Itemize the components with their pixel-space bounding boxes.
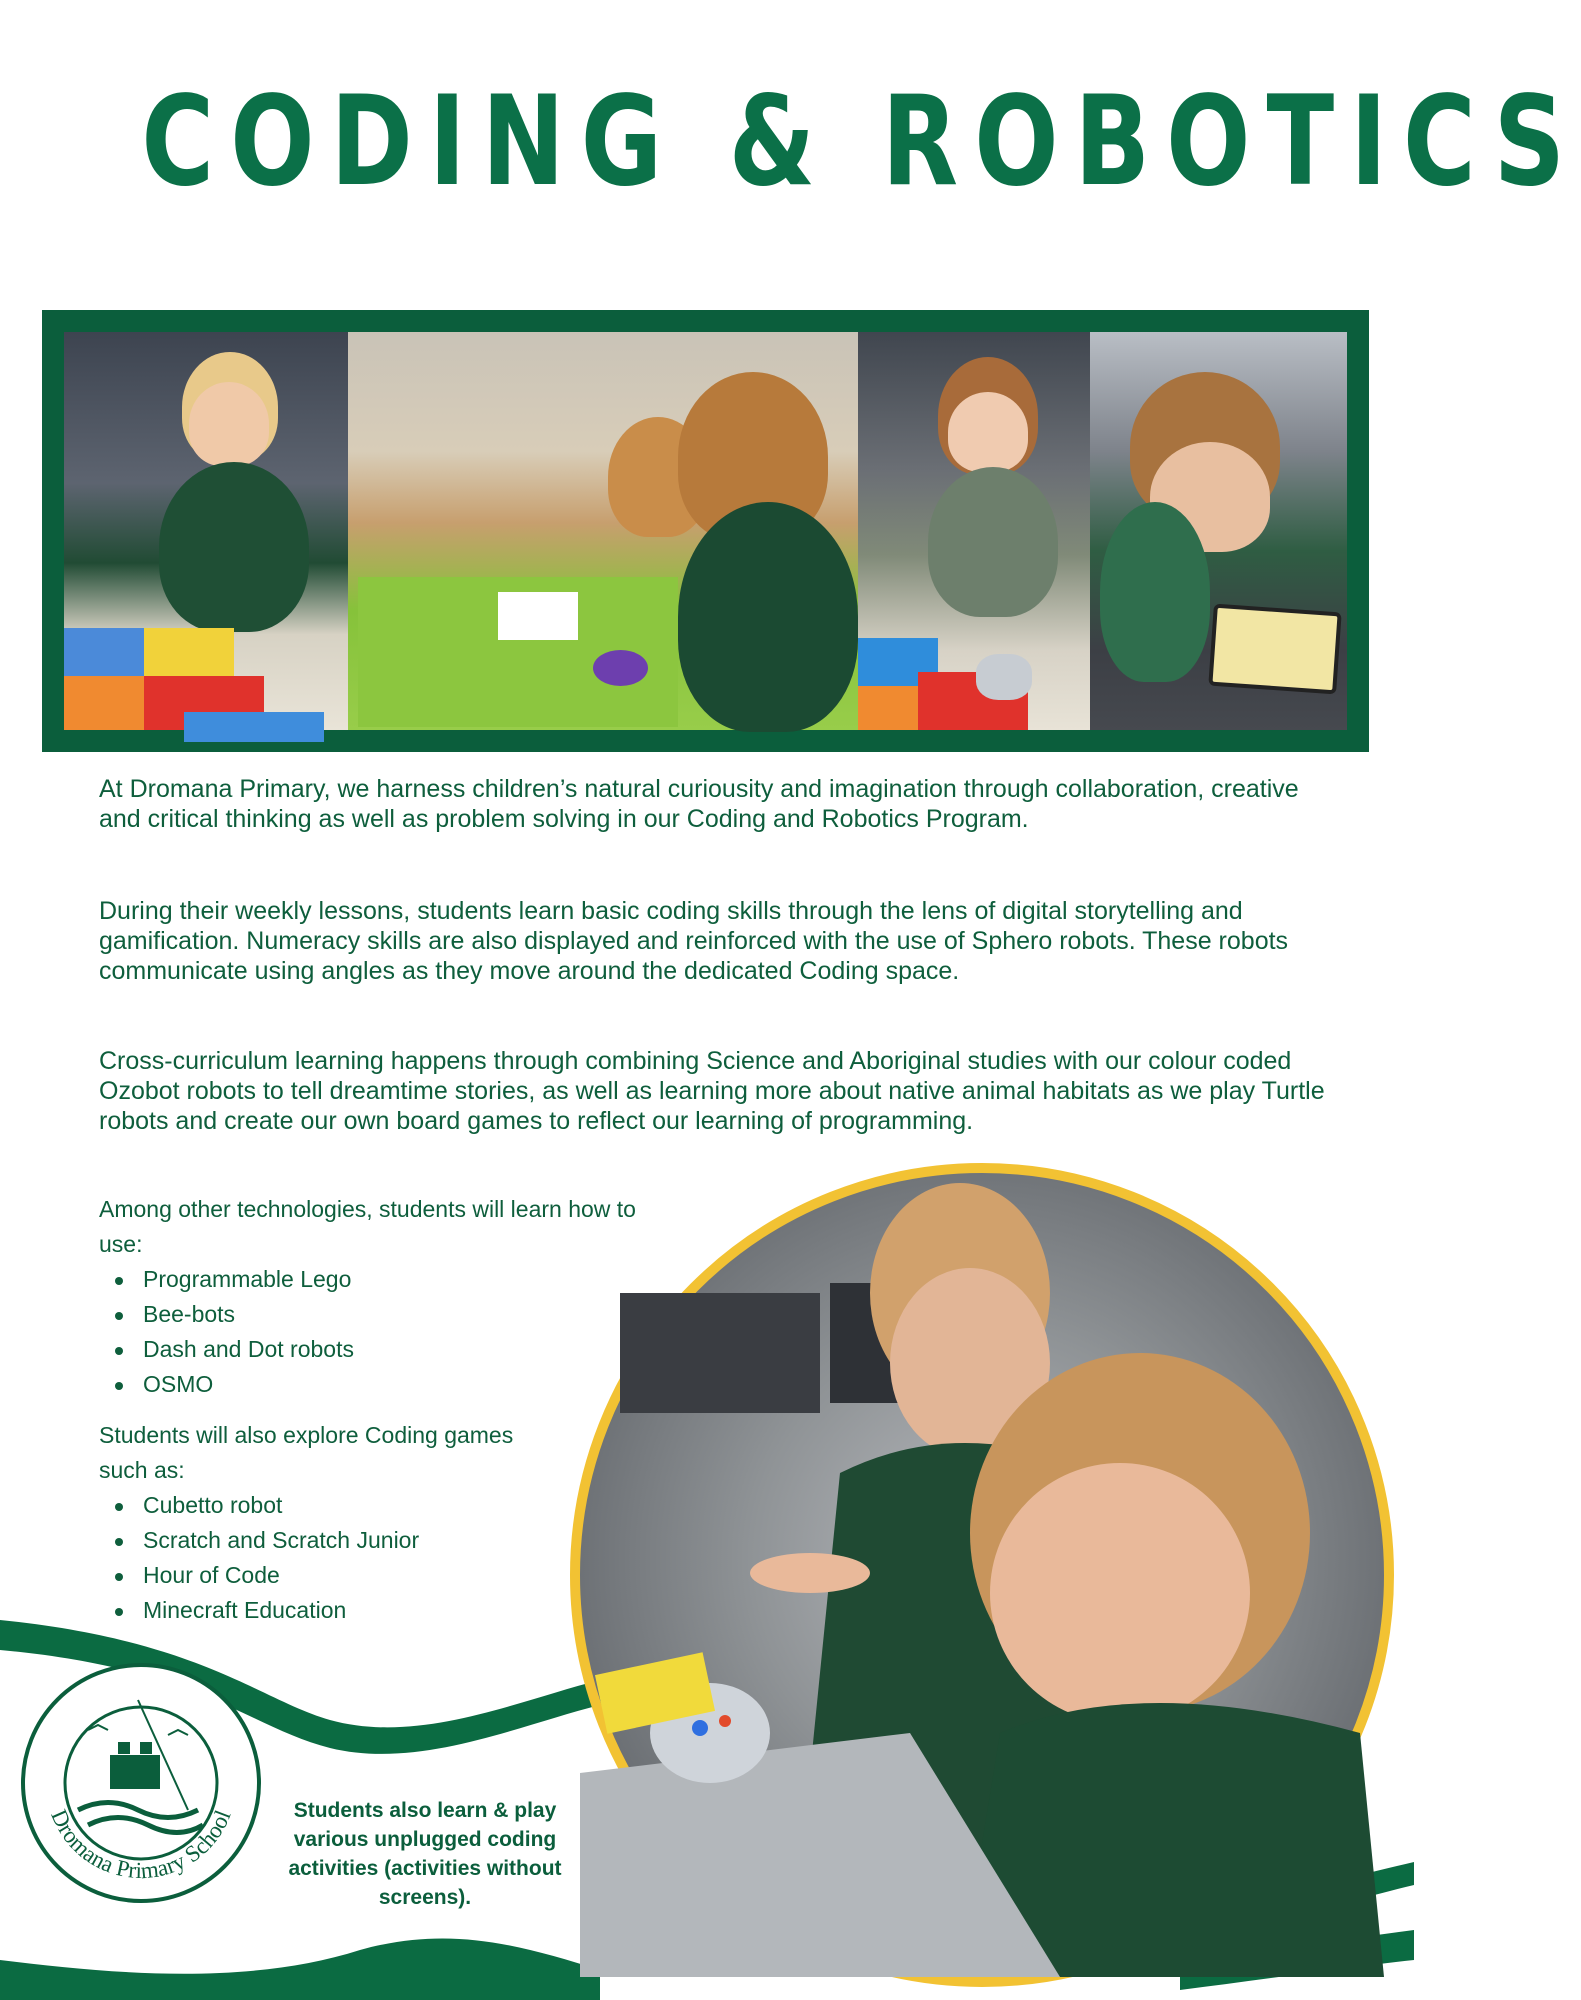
games-intro: Students will also explore Coding games such as:	[99, 1422, 514, 1483]
list-item: Dash and Dot robots	[143, 1332, 659, 1367]
technologies-intro: Among other technologies, students will learn how to use:	[99, 1196, 636, 1257]
girl-using-tablet-photo	[1090, 332, 1347, 730]
boys-with-robot-illustration	[580, 1173, 1384, 1977]
list-item: OSMO	[143, 1367, 659, 1402]
list-item: Programmable Lego	[143, 1262, 659, 1297]
school-logo	[18, 1660, 264, 1906]
children-coding-on-board-game-photo	[348, 332, 858, 730]
list-item: Cubetto robot	[143, 1488, 659, 1523]
technologies-list	[99, 1262, 659, 1402]
list-item: Hour of Code	[143, 1558, 659, 1593]
intro-paragraph: At Dromana Primary, we harness children’s natural curiousity and imagination through collaboration, creative and critical thinking as well as problem solving in our Coding and Robotics Program.	[99, 775, 1299, 833]
logo-text: Dromana Primary School	[46, 1805, 236, 1884]
unplugged-caption: Students also learn & play various unplugged coding activities (activities without screens).	[288, 1799, 562, 1909]
technologies-section	[99, 1192, 659, 1402]
photo-banner	[42, 310, 1369, 752]
boys-with-robot-circle-photo	[570, 1163, 1394, 1987]
list-item: Bee-bots	[143, 1297, 659, 1332]
tablet-icon	[1208, 604, 1341, 695]
girl-with-robot-on-alphabet-mat-photo	[858, 332, 1090, 730]
list-item: Scratch and Scratch Junior	[143, 1523, 659, 1558]
page-title: CODING & ROBOTICS	[141, 70, 1581, 214]
cross-curriculum-paragraph: Cross-curriculum learning happens through combining Science and Aboriginal studies with our colour coded Ozobot robots to tell dreamtime stories, as well as learning more about native animal habitats as we play Turtle robots and create our own board games to reflect our learning of programming.	[99, 1047, 1325, 1135]
lessons-paragraph: During their weekly lessons, students learn basic coding skills through the lens of digital storytelling and gamification. Numeracy skills are also displayed and reinforced with the use of Sphero robots. These robots communicate using angles as they move around the dedicated Coding space.	[99, 897, 1289, 985]
list-item: Minecraft Education	[143, 1593, 659, 1628]
girl-smiling-at-alphabet-mat-photo	[64, 332, 348, 730]
